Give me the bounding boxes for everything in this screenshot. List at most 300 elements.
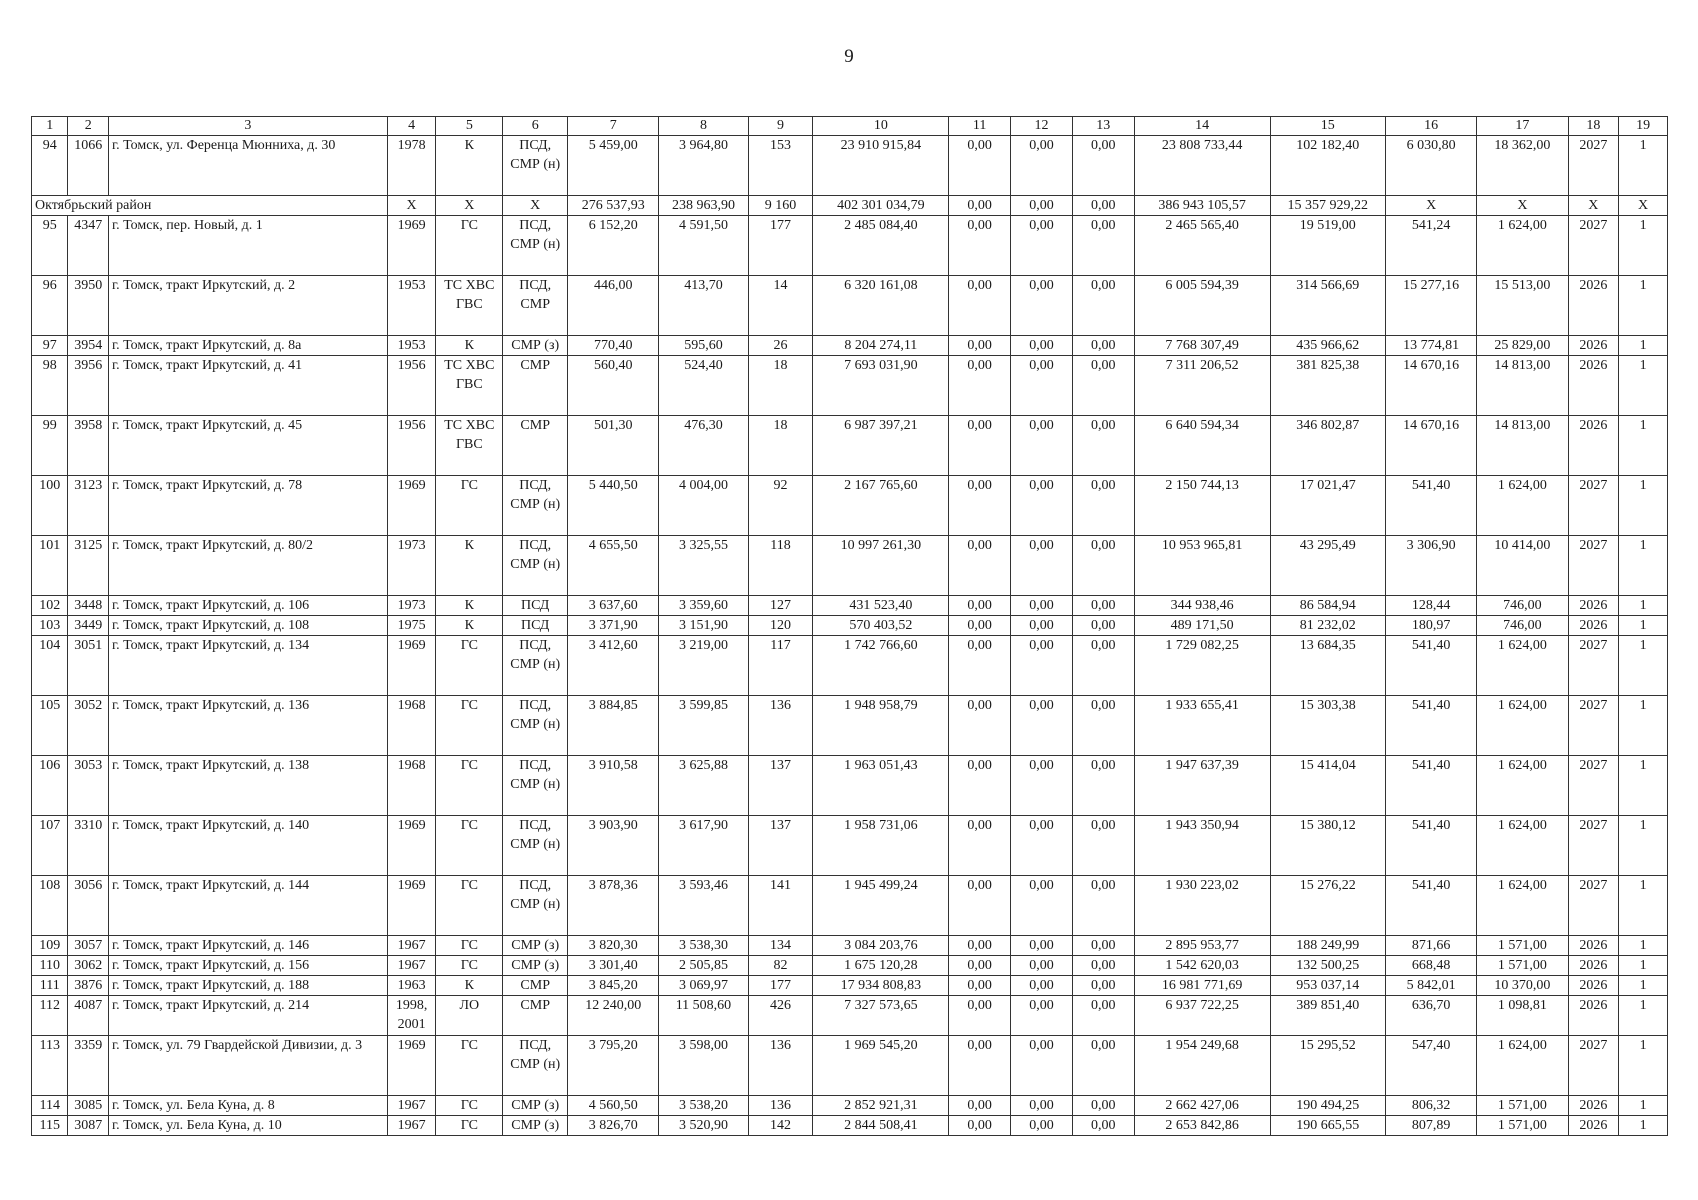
table-cell: 2027: [1568, 536, 1619, 596]
table-cell: 103: [32, 616, 68, 636]
table-cell: 14 670,16: [1386, 356, 1477, 416]
table-cell: 3 084 203,76: [813, 936, 949, 956]
table-cell: 3 538,30: [659, 936, 748, 956]
table-cell: 112: [32, 996, 68, 1036]
table-cell: 3 826,70: [568, 1116, 659, 1136]
table-cell: X: [1568, 196, 1619, 216]
table-cell: СМР: [503, 996, 568, 1036]
table-cell: 115: [32, 1116, 68, 1136]
table-row: [32, 876, 1668, 936]
table-cell: 6 937 722,25: [1134, 996, 1270, 1036]
table-cell: 0,00: [1072, 756, 1134, 816]
table-cell: 3 845,20: [568, 976, 659, 996]
table-cell: 0,00: [1011, 636, 1073, 696]
table-cell: 2027: [1568, 876, 1619, 936]
table-cell: 0,00: [949, 976, 1011, 996]
table-cell: 25 829,00: [1477, 336, 1568, 356]
table-cell: 128,44: [1386, 596, 1477, 616]
table-cell: X: [387, 196, 436, 216]
table-cell: 0,00: [1011, 956, 1073, 976]
table-cell: 1 948 958,79: [813, 696, 949, 756]
table-cell: 3 637,60: [568, 596, 659, 616]
table-cell: 0,00: [949, 536, 1011, 596]
table-cell: 1969: [387, 816, 436, 876]
table-cell: 3 599,85: [659, 696, 748, 756]
table-cell: 97: [32, 336, 68, 356]
table-cell: 3051: [68, 636, 109, 696]
table-cell: 1 729 082,25: [1134, 636, 1270, 696]
table-cell: 1: [1619, 956, 1668, 976]
table-cell: 0,00: [949, 136, 1011, 196]
table-cell: ГС: [436, 936, 503, 956]
table-cell: 1: [1619, 136, 1668, 196]
table-cell: 2026: [1568, 336, 1619, 356]
table-cell: 4 560,50: [568, 1096, 659, 1116]
table-cell: 1969: [387, 216, 436, 276]
table-cell: 4 591,50: [659, 216, 748, 276]
table-cell: 10 414,00: [1477, 536, 1568, 596]
table-cell: СМР: [503, 976, 568, 996]
table-cell: 746,00: [1477, 616, 1568, 636]
address-cell: г. Томск, тракт Иркутский, д. 8а: [109, 336, 388, 356]
table-cell: 807,89: [1386, 1116, 1477, 1136]
table-cell: 81 232,02: [1270, 616, 1386, 636]
table-cell: 0,00: [1072, 476, 1134, 536]
table-cell: СМР (з): [503, 956, 568, 976]
table-cell: 3 301,40: [568, 956, 659, 976]
table-cell: СМР: [503, 356, 568, 416]
address-cell: г. Томск, тракт Иркутский, д. 138: [109, 756, 388, 816]
table-cell: 1: [1619, 356, 1668, 416]
table-cell: СМР (з): [503, 936, 568, 956]
table-row: [32, 756, 1668, 816]
housing-repair-table: [31, 116, 1668, 1136]
table-cell: ПСД, СМР (н): [503, 476, 568, 536]
table-cell: 10 370,00: [1477, 976, 1568, 996]
table-cell: 1 571,00: [1477, 936, 1568, 956]
address-cell: г. Томск, тракт Иркутский, д. 80/2: [109, 536, 388, 596]
table-cell: 3052: [68, 696, 109, 756]
table-cell: 2026: [1568, 976, 1619, 996]
table-cell: 94: [32, 136, 68, 196]
table-cell: 1066: [68, 136, 109, 196]
table-cell: 177: [748, 216, 813, 276]
table-cell: ПСД, СМР: [503, 276, 568, 336]
table-cell: 3057: [68, 936, 109, 956]
table-cell: 0,00: [949, 756, 1011, 816]
column-header: 4: [387, 117, 436, 136]
table-cell: 1 571,00: [1477, 1116, 1568, 1136]
table-cell: 2027: [1568, 756, 1619, 816]
table-cell: 180,97: [1386, 616, 1477, 636]
table-cell: 5 459,00: [568, 136, 659, 196]
table-cell: 6 640 594,34: [1134, 416, 1270, 476]
table-cell: 0,00: [949, 416, 1011, 476]
table-row: [32, 356, 1668, 416]
district-subtotal-row: [32, 196, 1668, 216]
table-cell: ГС: [436, 1036, 503, 1096]
table-cell: 190 494,25: [1270, 1096, 1386, 1116]
table-cell: 570 403,52: [813, 616, 949, 636]
table-cell: 0,00: [949, 276, 1011, 336]
table-row: [32, 276, 1668, 336]
table-cell: 0,00: [949, 996, 1011, 1036]
table-cell: 0,00: [1011, 476, 1073, 536]
table-row: [32, 336, 1668, 356]
table-cell: 1: [1619, 616, 1668, 636]
address-cell: г. Томск, тракт Иркутский, д. 140: [109, 816, 388, 876]
table-cell: 14 670,16: [1386, 416, 1477, 476]
table-cell: 1: [1619, 476, 1668, 536]
table-cell: 0,00: [1072, 1096, 1134, 1116]
table-row: [32, 136, 1668, 196]
table-cell: 18 362,00: [1477, 136, 1568, 196]
table-cell: X: [1619, 196, 1668, 216]
table-cell: 1: [1619, 536, 1668, 596]
table-cell: 111: [32, 976, 68, 996]
column-header: 11: [949, 117, 1011, 136]
table-cell: 3 069,97: [659, 976, 748, 996]
table-cell: 0,00: [1072, 876, 1134, 936]
table-cell: 1 945 499,24: [813, 876, 949, 936]
table-cell: 1 624,00: [1477, 816, 1568, 876]
table-cell: 0,00: [949, 336, 1011, 356]
address-cell: г. Томск, тракт Иркутский, д. 41: [109, 356, 388, 416]
table-cell: 137: [748, 756, 813, 816]
table-cell: ПСД, СМР (н): [503, 636, 568, 696]
table-cell: 14: [748, 276, 813, 336]
table-cell: 1: [1619, 416, 1668, 476]
table-cell: 0,00: [1011, 416, 1073, 476]
table-cell: 2026: [1568, 596, 1619, 616]
table-cell: 0,00: [949, 196, 1011, 216]
table-cell: 18: [748, 356, 813, 416]
table-cell: 489 171,50: [1134, 616, 1270, 636]
table-cell: 1: [1619, 976, 1668, 996]
table-cell: 0,00: [1072, 696, 1134, 756]
table-cell: 1 969 545,20: [813, 1036, 949, 1096]
table-cell: 1 963 051,43: [813, 756, 949, 816]
table-cell: 177: [748, 976, 813, 996]
table-cell: 2027: [1568, 476, 1619, 536]
column-header: 10: [813, 117, 949, 136]
table-cell: 2027: [1568, 216, 1619, 276]
table-cell: 104: [32, 636, 68, 696]
table-cell: 190 665,55: [1270, 1116, 1386, 1136]
table-cell: ПСД, СМР (н): [503, 876, 568, 936]
table-cell: 3310: [68, 816, 109, 876]
table-cell: ГС: [436, 876, 503, 936]
table-cell: 4 655,50: [568, 536, 659, 596]
table-cell: 1956: [387, 416, 436, 476]
table-cell: 541,40: [1386, 876, 1477, 936]
table-cell: 0,00: [1072, 276, 1134, 336]
table-cell: 0,00: [1072, 1116, 1134, 1136]
table-cell: ПСД, СМР (н): [503, 816, 568, 876]
table-cell: 0,00: [1072, 536, 1134, 596]
table-cell: 636,70: [1386, 996, 1477, 1036]
table-cell: 806,32: [1386, 1096, 1477, 1116]
address-cell: г. Томск, тракт Иркутский, д. 108: [109, 616, 388, 636]
table-cell: 541,40: [1386, 756, 1477, 816]
column-header: 16: [1386, 117, 1477, 136]
table-cell: 3 884,85: [568, 696, 659, 756]
table-cell: 541,40: [1386, 636, 1477, 696]
table-cell: 0,00: [949, 1116, 1011, 1136]
table-cell: 0,00: [949, 696, 1011, 756]
table-cell: 0,00: [1011, 876, 1073, 936]
table-cell: 13 684,35: [1270, 636, 1386, 696]
table-cell: 1 947 637,39: [1134, 756, 1270, 816]
table-cell: 15 295,52: [1270, 1036, 1386, 1096]
table-cell: 476,30: [659, 416, 748, 476]
table-cell: 2026: [1568, 276, 1619, 336]
column-header: 13: [1072, 117, 1134, 136]
table-cell: 524,40: [659, 356, 748, 416]
table-cell: 3448: [68, 596, 109, 616]
table-cell: 95: [32, 216, 68, 276]
table-cell: К: [436, 976, 503, 996]
table-cell: 188 249,99: [1270, 936, 1386, 956]
table-cell: ПСД, СМР (н): [503, 216, 568, 276]
table-cell: 1967: [387, 1116, 436, 1136]
table-cell: 15 513,00: [1477, 276, 1568, 336]
table-cell: 746,00: [1477, 596, 1568, 616]
table-cell: 3 306,90: [1386, 536, 1477, 596]
table-cell: 3 795,20: [568, 1036, 659, 1096]
table-cell: 0,00: [1072, 996, 1134, 1036]
table-cell: 11 508,60: [659, 996, 748, 1036]
table-cell: 3956: [68, 356, 109, 416]
table-cell: 1 624,00: [1477, 216, 1568, 276]
table-cell: 1967: [387, 1096, 436, 1116]
table-cell: 136: [748, 696, 813, 756]
table-cell: 0,00: [1011, 816, 1073, 876]
table-cell: ГС: [436, 696, 503, 756]
table-cell: ПСД, СМР (н): [503, 696, 568, 756]
table-cell: 3954: [68, 336, 109, 356]
table-cell: 346 802,87: [1270, 416, 1386, 476]
table-cell: 100: [32, 476, 68, 536]
table-cell: 2026: [1568, 1096, 1619, 1116]
table-row: [32, 996, 1668, 1036]
table-cell: 1968: [387, 756, 436, 816]
district-name: Октябрьский район: [32, 196, 388, 216]
table-cell: 2026: [1568, 356, 1619, 416]
table-cell: 1: [1619, 936, 1668, 956]
table-cell: ЛО: [436, 996, 503, 1036]
table-cell: 1 930 223,02: [1134, 876, 1270, 936]
table-cell: 381 825,38: [1270, 356, 1386, 416]
table-cell: 1967: [387, 956, 436, 976]
table-cell: 1953: [387, 336, 436, 356]
table-row: [32, 596, 1668, 616]
table-cell: 541,40: [1386, 476, 1477, 536]
table-cell: 1 624,00: [1477, 476, 1568, 536]
table-cell: 136: [748, 1036, 813, 1096]
address-cell: г. Томск, ул. Ференца Мюнниха, д. 30: [109, 136, 388, 196]
table-cell: 17 021,47: [1270, 476, 1386, 536]
table-cell: 3 910,58: [568, 756, 659, 816]
table-cell: 3123: [68, 476, 109, 536]
column-header: 18: [1568, 117, 1619, 136]
table-cell: ПСД, СМР (н): [503, 136, 568, 196]
table-cell: 134: [748, 936, 813, 956]
table-cell: 14 813,00: [1477, 416, 1568, 476]
table-cell: 0,00: [1072, 596, 1134, 616]
address-cell: г. Томск, тракт Иркутский, д. 2: [109, 276, 388, 336]
table-cell: К: [436, 136, 503, 196]
table-cell: 1963: [387, 976, 436, 996]
table-cell: 1: [1619, 1116, 1668, 1136]
table-row: [32, 416, 1668, 476]
column-header: 12: [1011, 117, 1073, 136]
table-cell: 0,00: [1011, 1096, 1073, 1116]
table-cell: 106: [32, 756, 68, 816]
table-cell: 109: [32, 936, 68, 956]
table-cell: 0,00: [1011, 996, 1073, 1036]
table-cell: 0,00: [1011, 756, 1073, 816]
table-cell: 8 204 274,11: [813, 336, 949, 356]
table-cell: СМР (з): [503, 1096, 568, 1116]
table-cell: 3053: [68, 756, 109, 816]
table-cell: 1 542 620,03: [1134, 956, 1270, 976]
table-cell: СМР (з): [503, 1116, 568, 1136]
address-cell: г. Томск, тракт Иркутский, д. 156: [109, 956, 388, 976]
table-cell: К: [436, 536, 503, 596]
table-cell: 560,40: [568, 356, 659, 416]
table-cell: 1: [1619, 756, 1668, 816]
table-cell: ГС: [436, 756, 503, 816]
table-cell: 238 963,90: [659, 196, 748, 216]
table-cell: 1 742 766,60: [813, 636, 949, 696]
table-cell: 0,00: [1072, 816, 1134, 876]
table-cell: 1: [1619, 336, 1668, 356]
table-cell: 15 303,38: [1270, 696, 1386, 756]
table-cell: 2 485 084,40: [813, 216, 949, 276]
table-cell: 102: [32, 596, 68, 616]
table-cell: 1: [1619, 216, 1668, 276]
table-cell: 1 098,81: [1477, 996, 1568, 1036]
table-cell: 153: [748, 136, 813, 196]
table-row: [32, 1036, 1668, 1096]
table-cell: 7 327 573,65: [813, 996, 949, 1036]
table-cell: 0,00: [1072, 216, 1134, 276]
address-cell: г. Томск, пер. Новый, д. 1: [109, 216, 388, 276]
table-cell: 1975: [387, 616, 436, 636]
table-cell: 3087: [68, 1116, 109, 1136]
table-cell: 389 851,40: [1270, 996, 1386, 1036]
table-cell: 17 934 808,83: [813, 976, 949, 996]
table-cell: 1956: [387, 356, 436, 416]
table-cell: 101: [32, 536, 68, 596]
column-header: 5: [436, 117, 503, 136]
table-cell: 276 537,93: [568, 196, 659, 216]
table-cell: 1: [1619, 276, 1668, 336]
address-cell: г. Томск, тракт Иркутский, д. 144: [109, 876, 388, 936]
table-row: [32, 1096, 1668, 1116]
table-cell: 1 624,00: [1477, 756, 1568, 816]
table-cell: ГС: [436, 816, 503, 876]
table-cell: 137: [748, 816, 813, 876]
table-cell: 2 150 744,13: [1134, 476, 1270, 536]
table-cell: 15 414,04: [1270, 756, 1386, 816]
table-cell: ГС: [436, 956, 503, 976]
table-cell: 1 571,00: [1477, 956, 1568, 976]
table-cell: 0,00: [1011, 976, 1073, 996]
table-cell: 3 617,90: [659, 816, 748, 876]
table-cell: 3 359,60: [659, 596, 748, 616]
table-cell: ПСД, СМР (н): [503, 536, 568, 596]
table-cell: X: [1477, 196, 1568, 216]
table-cell: 118: [748, 536, 813, 596]
table-cell: 23 910 915,84: [813, 136, 949, 196]
table-cell: К: [436, 336, 503, 356]
table-cell: 15 357 929,22: [1270, 196, 1386, 216]
table-cell: 2 167 765,60: [813, 476, 949, 536]
table-row: [32, 636, 1668, 696]
column-header: 3: [109, 117, 388, 136]
table-cell: 3085: [68, 1096, 109, 1116]
table-cell: 501,30: [568, 416, 659, 476]
table-cell: ПСД: [503, 596, 568, 616]
table-cell: 114: [32, 1096, 68, 1116]
table-cell: 3 520,90: [659, 1116, 748, 1136]
table-cell: 0,00: [949, 876, 1011, 936]
table-cell: 7 768 307,49: [1134, 336, 1270, 356]
table-cell: 14 813,00: [1477, 356, 1568, 416]
address-cell: г. Томск, ул. Бела Куна, д. 8: [109, 1096, 388, 1116]
table-cell: 12 240,00: [568, 996, 659, 1036]
table-cell: 1 933 655,41: [1134, 696, 1270, 756]
column-header: 17: [1477, 117, 1568, 136]
table-cell: 1973: [387, 536, 436, 596]
table-cell: 1 954 249,68: [1134, 1036, 1270, 1096]
table-cell: 2 662 427,06: [1134, 1096, 1270, 1116]
column-header: 14: [1134, 117, 1270, 136]
table-cell: 2 852 921,31: [813, 1096, 949, 1116]
table-cell: 6 152,20: [568, 216, 659, 276]
table-cell: 0,00: [949, 956, 1011, 976]
table-cell: ТС ХВС ГВС: [436, 356, 503, 416]
table-cell: 6 320 161,08: [813, 276, 949, 336]
table-cell: СМР (з): [503, 336, 568, 356]
table-cell: 108: [32, 876, 68, 936]
table-cell: 3 878,36: [568, 876, 659, 936]
table-cell: 0,00: [1011, 1116, 1073, 1136]
table-cell: 18: [748, 416, 813, 476]
table-cell: 0,00: [1072, 636, 1134, 696]
table-cell: 0,00: [1072, 1036, 1134, 1096]
table-row: [32, 696, 1668, 756]
table-cell: 1969: [387, 876, 436, 936]
table-cell: 82: [748, 956, 813, 976]
table-cell: 3 151,90: [659, 616, 748, 636]
table-cell: 0,00: [949, 616, 1011, 636]
column-header: 1: [32, 117, 68, 136]
table-cell: К: [436, 596, 503, 616]
table-cell: 1953: [387, 276, 436, 336]
table-cell: 1 943 350,94: [1134, 816, 1270, 876]
table-cell: 3 325,55: [659, 536, 748, 596]
table-cell: 105: [32, 696, 68, 756]
table-cell: 132 500,25: [1270, 956, 1386, 976]
table-cell: 5 440,50: [568, 476, 659, 536]
table-cell: 0,00: [1011, 696, 1073, 756]
table-cell: 1: [1619, 876, 1668, 936]
table-cell: 1978: [387, 136, 436, 196]
table-cell: 0,00: [1072, 136, 1134, 196]
